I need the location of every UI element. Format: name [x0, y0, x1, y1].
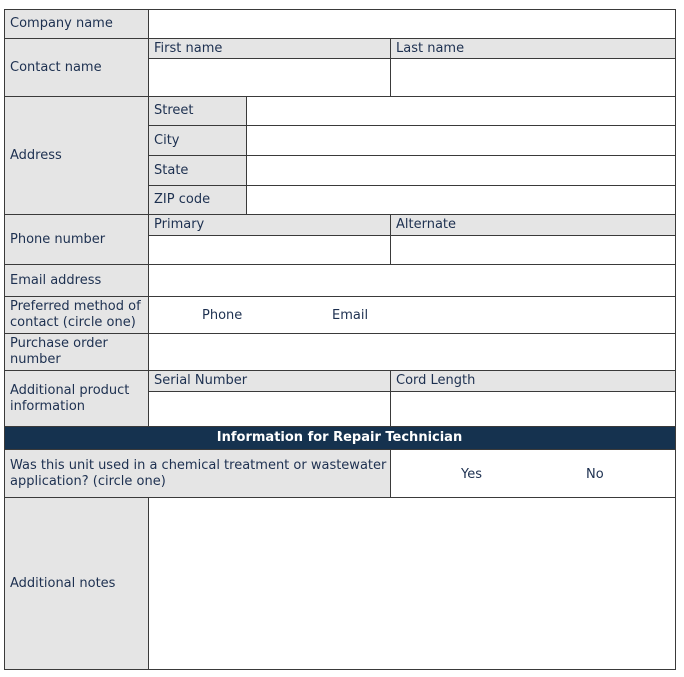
additional-product-info-label — [4, 371, 149, 427]
last-name-label — [391, 39, 676, 59]
preferred-contact-label — [4, 297, 149, 334]
serial-number-label-text: Serial Number — [154, 373, 248, 388]
additional-notes-label — [4, 498, 149, 670]
city-field[interactable] — [247, 126, 676, 156]
address-label-text: Address — [10, 147, 62, 163]
state-label — [149, 156, 247, 186]
additional-notes-field[interactable] — [149, 498, 676, 670]
primary-phone-field[interactable] — [149, 236, 391, 265]
address-label — [4, 97, 149, 215]
cord-length-field[interactable] — [391, 392, 676, 427]
state-field[interactable] — [247, 156, 676, 186]
first-name-label-text: First name — [154, 40, 223, 56]
last-name-label-text: Last name — [396, 40, 465, 56]
phone-number-label — [4, 215, 149, 265]
zip-code-label — [149, 186, 247, 215]
contact-name-label — [4, 39, 149, 97]
cord-length-label — [391, 371, 676, 392]
preferred-contact-label-text: Preferred method of contact (circle one) — [10, 299, 141, 330]
street-label-text: Street — [154, 103, 194, 118]
preferred-contact-email-option[interactable]: Email — [332, 308, 369, 323]
email-address-label — [4, 265, 149, 297]
chemical-treatment-yes-option[interactable]: Yes — [461, 467, 482, 482]
last-name-field[interactable] — [391, 59, 676, 97]
company-name-label — [4, 9, 149, 39]
contact-name-label-text: Contact name — [10, 59, 102, 75]
primary-phone-label-text: Primary — [154, 217, 205, 232]
company-name-field[interactable] — [149, 9, 676, 39]
alternate-phone-field[interactable] — [391, 236, 676, 265]
chemical-treatment-no-option[interactable]: No — [586, 467, 604, 482]
company-name-label-text: Company name — [10, 15, 113, 31]
city-label — [149, 126, 247, 156]
additional-notes-label-text: Additional notes — [10, 575, 116, 591]
cord-length-label-text: Cord Length — [396, 373, 476, 388]
repair-technician-header — [4, 427, 676, 450]
chemical-treatment-options — [391, 450, 676, 498]
purchase-order-label — [4, 334, 149, 371]
email-address-field[interactable] — [149, 265, 676, 297]
state-label-text: State — [154, 162, 189, 178]
phone-number-label-text: Phone number — [10, 231, 106, 247]
email-address-label-text: Email address — [10, 272, 102, 288]
repair-technician-header-text: Information for Repair Technician — [216, 430, 463, 445]
first-name-label — [149, 39, 391, 59]
primary-phone-label — [149, 215, 391, 236]
street-field[interactable] — [247, 97, 676, 126]
zip-code-field[interactable] — [247, 186, 676, 215]
chemical-treatment-question-text: Was this unit used in a chemical treatment or wastewater application? (circle one) — [10, 457, 387, 489]
serial-number-field[interactable] — [149, 392, 391, 427]
purchase-order-label-text: Purchase order number — [10, 336, 108, 367]
city-label-text: City — [154, 132, 180, 148]
serial-number-label — [149, 371, 391, 392]
preferred-contact-phone-option[interactable]: Phone — [202, 308, 243, 323]
additional-product-info-label-text: Additional product information — [10, 382, 130, 414]
repair-request-form — [4, 9, 676, 670]
alternate-phone-label-text: Alternate — [396, 217, 457, 232]
zip-code-label-text: ZIP code — [154, 192, 211, 207]
first-name-field[interactable] — [149, 59, 391, 97]
street-label — [149, 97, 247, 126]
chemical-treatment-question — [4, 450, 391, 498]
alternate-phone-label — [391, 215, 676, 236]
purchase-order-field[interactable] — [149, 334, 676, 371]
